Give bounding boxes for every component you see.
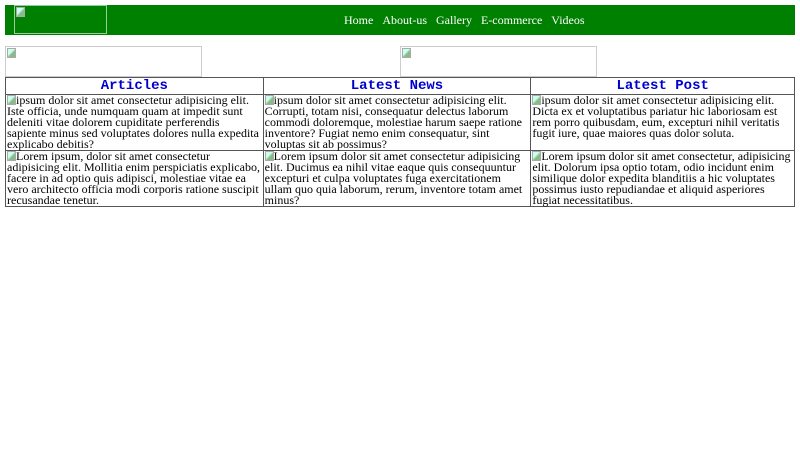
cell-text: Lorem ipsum, dolor sit amet consectetur adipisicing elit. Mollitia enim perspiciatis explicabo, facere in ad optio quis adipisci, molestiae vitae ea vero architecto officia modi corporis ratione suscipit recusandae tenetur. xyxy=(7,149,260,207)
logo-image[interactable] xyxy=(14,5,107,34)
column-header-latest-news: Latest News xyxy=(263,78,531,95)
broken-image-icon xyxy=(16,7,25,17)
table-cell xyxy=(6,95,264,151)
cell-text: ipsum dolor sit amet consectetur adipisicing elit. Corrupti, totam nisi, consequatur delectus laborum commodi doloremque, molestiae harum saepe ratione inventore? Fugiat nemo enim consequatur, sint voluptas sit ab possimus? xyxy=(264,93,522,151)
nav-videos[interactable]: Videos xyxy=(551,13,585,27)
column-header-latest-post: Latest Post xyxy=(531,78,795,95)
nav-e-commerce[interactable]: E-commerce xyxy=(480,13,543,27)
table-cell xyxy=(531,95,795,151)
nav-home[interactable]: Home xyxy=(344,13,374,27)
table-cell xyxy=(6,151,264,207)
nav-menu xyxy=(344,13,594,28)
cell-text: Lorem ipsum dolor sit amet consectetur, adipisicing elit. Dolorum ipsa optio totam, odio incidunt enim similique dolor expedita blanditiis a hic voluptates possimus iusto repudiandae et aliquid asperiores fugiat necessitatibus. xyxy=(532,149,791,207)
table-cell xyxy=(531,151,795,207)
table-cell xyxy=(263,151,531,207)
table-row xyxy=(6,151,795,207)
cell-text: ipsum dolor sit amet consectetur adipisicing elit. Iste officia, unde numquam quam at impedit sunt deleniti vitae dolorem cupiditate perferendis sapiente minus sed voluptates dolores nulla expedita explicabo debitis? xyxy=(7,93,259,151)
broken-image-icon xyxy=(7,48,16,58)
nav-gallery[interactable]: Gallery xyxy=(436,13,472,27)
nav-about-us[interactable]: About-us xyxy=(382,13,427,27)
broken-image-icon xyxy=(402,48,411,58)
content-table xyxy=(5,77,795,207)
banner-image-left xyxy=(5,46,202,77)
cell-text: Lorem ipsum dolor sit amet consectetur adipisicing elit. Ducimus ea nihil vitae eaque quis consequuntur excepturi et culpa voluptates fuga exercitationem ullam quo quia laborum, rerum, inventore totam amet minus? xyxy=(264,149,523,207)
header xyxy=(5,5,795,35)
cell-text: ipsum dolor sit amet consectetur adipisicing elit. Dicta ex et voluptatibus pariatur hic laboriosam est rem porro quibusdam, eum, excepturi nihil veritatis fugit iure, quae maiores quas dolor soluta. xyxy=(532,93,780,140)
column-header-articles: Articles xyxy=(6,78,264,95)
table-cell xyxy=(263,95,531,151)
banner-image-right xyxy=(400,46,597,77)
table-row xyxy=(6,95,795,151)
